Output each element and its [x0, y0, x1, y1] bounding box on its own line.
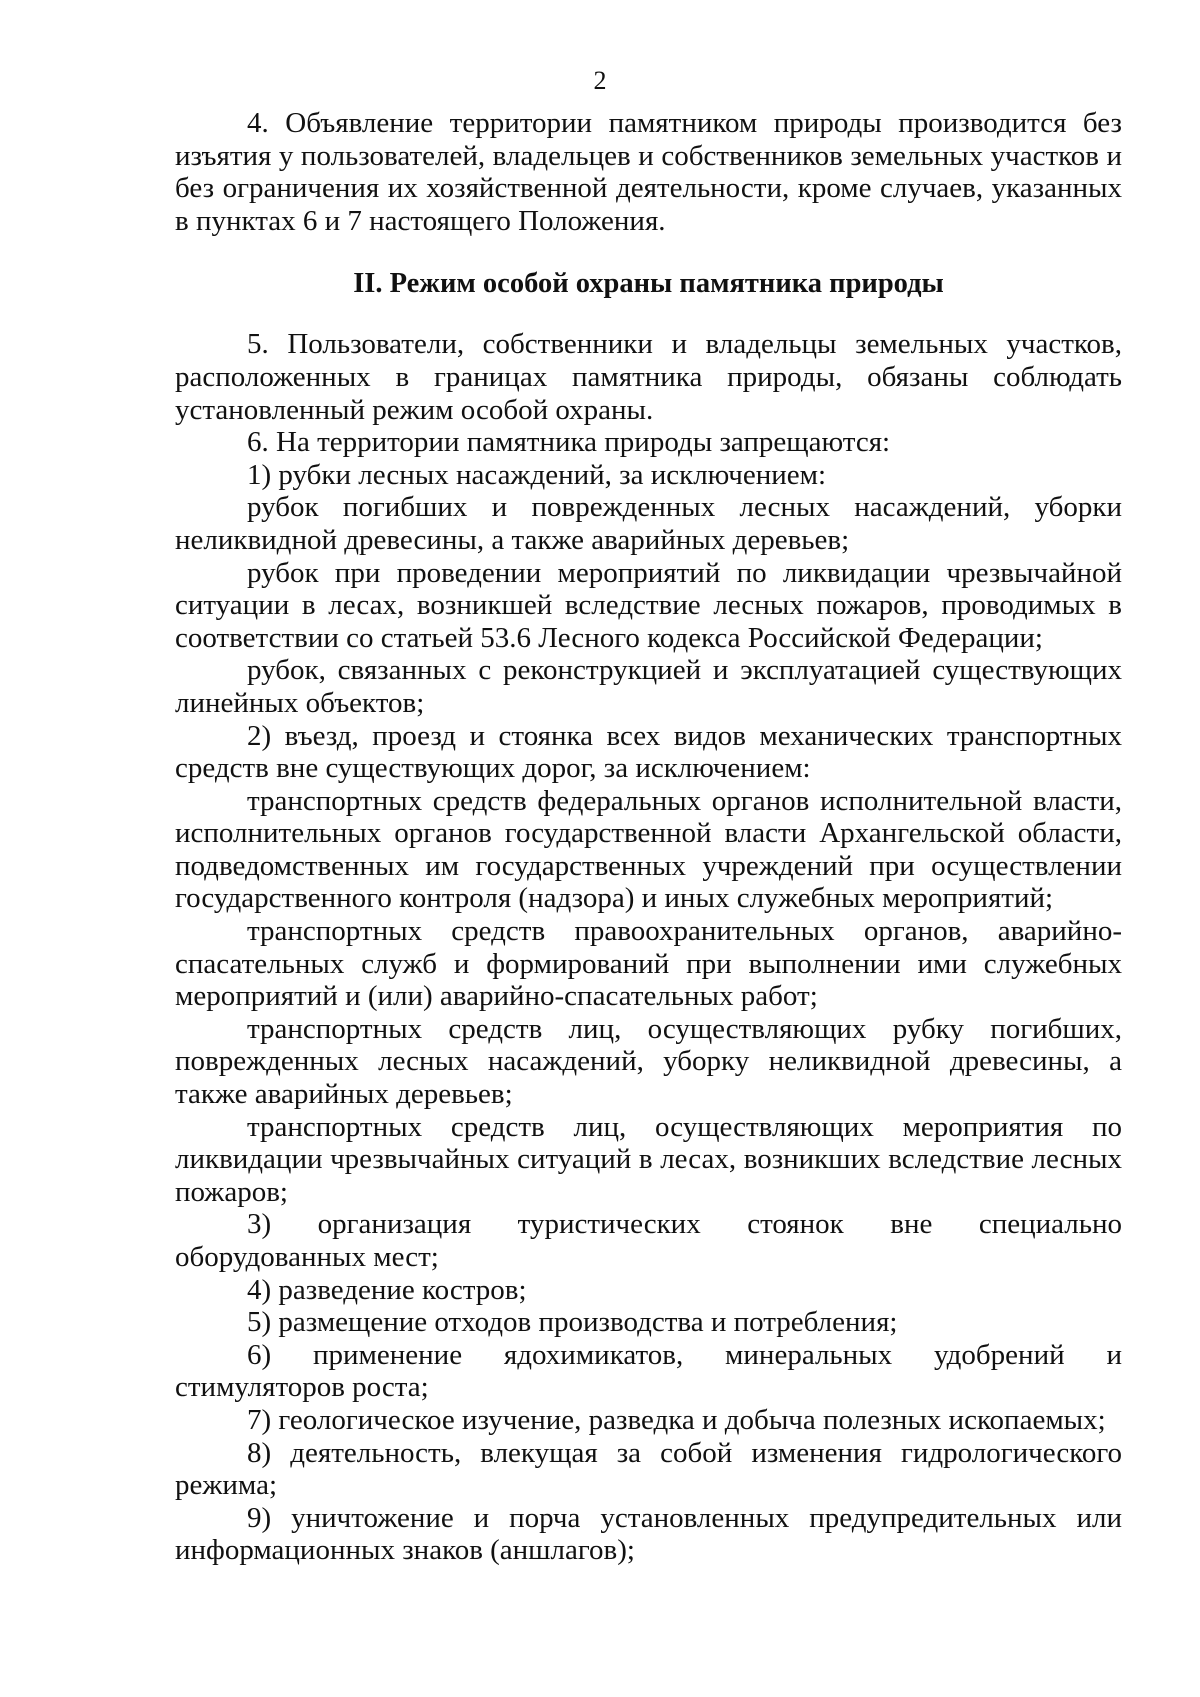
- section-heading: II. Режим особой охраны памятника природы: [353, 268, 944, 300]
- list-item-9: 9) уничтожение и порча установленных предупредительных или информационных знаков (аншлагов);: [175, 1501, 1122, 1567]
- page-number: 2: [593, 66, 607, 95]
- list-item-6: 6) применение ядохимикатов, минеральных удобрений и стимуляторов роста;: [175, 1338, 1122, 1404]
- paragraph-4: 4. Объявление территории памятником природы производится без изъятия у пользователей, владельцев и собственников земельных участков и без ограничения их хозяйственной деятельности, кроме случаев, указанных в пунктах 6 и 7 настоящего Положения.: [175, 107, 1122, 237]
- paragraph-5: 5. Пользователи, собственники и владельцы земельных участков, расположенных в границах памятника природы, обязаны соблюдать установленный режим особой охраны.: [175, 328, 1122, 426]
- sub-item-1-b: рубок при проведении мероприятий по ликвидации чрезвычайной ситуации в лесах, возникшей вследствие лесных пожаров, проводимых в соответствии со статьей 53.6 Лесного кодекса Российской Федерации;: [175, 556, 1122, 654]
- paragraph-6: 6. На территории памятника природы запрещаются:: [247, 426, 891, 459]
- list-item-8: 8) деятельность, влекущая за собой изменения гидрологического режима;: [175, 1436, 1122, 1502]
- sub-item-1-c: рубок, связанных с реконструкцией и эксплуатацией существующих линейных объектов;: [175, 654, 1122, 719]
- list-item-7: 7) геологическое изучение, разведка и добыча полезных ископаемых;: [247, 1403, 1106, 1436]
- sub-item-2-b: транспортных средств правоохранительных органов, аварийно-спасательных служб и формирований при выполнении ими служебных мероприятий и (или) аварийно-спасательных работ;: [175, 915, 1122, 1013]
- sub-item-2-c: транспортных средств лиц, осуществляющих рубку погибших, поврежденных лесных насаждений, уборку неликвидной древесины, а также аварийных деревьев;: [175, 1012, 1122, 1111]
- sub-item-2-d: транспортных средств лиц, осуществляющих мероприятия по ликвидации чрезвычайных ситуаций в лесах, возникших вследствие лесных пожаров;: [175, 1110, 1122, 1208]
- sub-item-1-a: рубок погибших и поврежденных лесных насаждений, уборки неликвидной древесины, а также аварийных деревьев;: [175, 491, 1122, 556]
- sub-item-2-a: транспортных средств федеральных органов исполнительной власти, исполнительных органов государственной власти Архангельской области, подведомственных им государственных учреждений при осуществлении государственного контроля (надзора) и иных служебных мероприятий;: [175, 784, 1122, 915]
- list-item-5: 5) размещение отходов производства и потребления;: [247, 1306, 898, 1339]
- document-body: [175, 107, 1122, 1567]
- list-item-4: 4) разведение костров;: [247, 1273, 527, 1306]
- list-item-3: 3) организация туристических стоянок вне специально оборудованных мест;: [175, 1208, 1122, 1273]
- list-item-2: 2) въезд, проезд и стоянка всех видов механических транспортных средств вне существующих дорог, за исключением:: [175, 719, 1122, 785]
- list-item-1: 1) рубки лесных насаждений, за исключением:: [247, 458, 827, 491]
